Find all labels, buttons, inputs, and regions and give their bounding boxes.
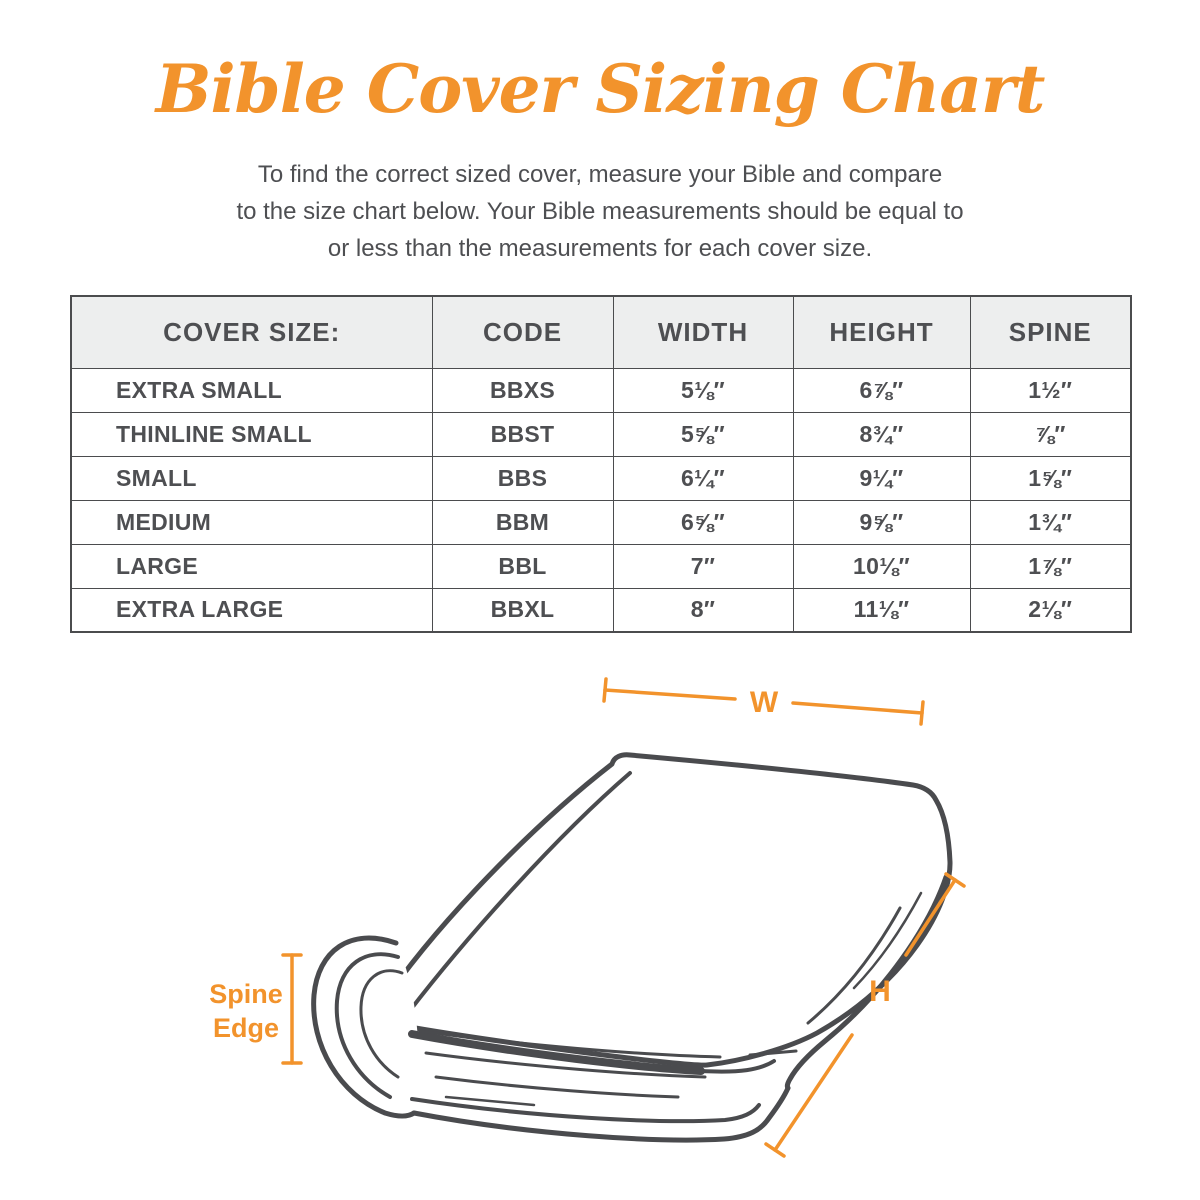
cover-size-cell: SMALL bbox=[71, 456, 432, 500]
header-spine: SPINE bbox=[970, 296, 1131, 368]
table-row bbox=[71, 456, 1131, 500]
header-code: CODE bbox=[432, 296, 613, 368]
cover-size-cell: MEDIUM bbox=[71, 500, 432, 544]
spine-cell: 1¾″ bbox=[970, 500, 1131, 544]
height-label: H bbox=[869, 975, 891, 1008]
header-cover-size: COVER SIZE: bbox=[71, 296, 432, 368]
svg-text:Spine: Spine bbox=[209, 979, 283, 1009]
height-cell: 10⅛″ bbox=[793, 544, 970, 588]
intro-line-3: or less than the measurements for each cover size. bbox=[327, 235, 873, 262]
spine-cell: ⅞″ bbox=[970, 412, 1131, 456]
code-cell: BBM bbox=[432, 500, 613, 544]
table-row bbox=[71, 544, 1131, 588]
size-table-container bbox=[70, 295, 1132, 633]
intro-text bbox=[0, 156, 1200, 267]
code-cell: BBS bbox=[432, 456, 613, 500]
page-title: Bible Cover Sizing Chart bbox=[155, 50, 1045, 128]
header-width: WIDTH bbox=[613, 296, 793, 368]
spine-cell: 2⅛″ bbox=[970, 588, 1131, 632]
cover-size-cell: EXTRA SMALL bbox=[71, 368, 432, 412]
code-cell: BBST bbox=[432, 412, 613, 456]
spine-edge-bar bbox=[283, 955, 301, 1063]
spine-cell: 1⅞″ bbox=[970, 544, 1131, 588]
svg-text:Edge: Edge bbox=[212, 1013, 280, 1043]
spine-cell: 1½″ bbox=[970, 368, 1131, 412]
code-cell: BBXS bbox=[432, 368, 613, 412]
cover-size-cell: LARGE bbox=[71, 544, 432, 588]
book-top-cover bbox=[378, 755, 950, 1065]
height-cell: 8¾″ bbox=[793, 412, 970, 456]
height-cell: 9⅝″ bbox=[793, 500, 970, 544]
size-table bbox=[70, 295, 1132, 633]
page-block-bottom bbox=[412, 1099, 759, 1121]
width-cell: 6¼″ bbox=[613, 456, 793, 500]
table-row bbox=[71, 500, 1131, 544]
header-height: HEIGHT bbox=[793, 296, 970, 368]
intro-line-1: To find the correct sized cover, measure your Bible and compare bbox=[257, 161, 943, 188]
cover-size-cell: EXTRA LARGE bbox=[71, 588, 432, 632]
intro-line-2: to the size chart below. Your Bible measurements should be equal to bbox=[236, 198, 964, 225]
width-cell: 7″ bbox=[613, 544, 793, 588]
cover-size-cell: THINLINE SMALL bbox=[71, 412, 432, 456]
width-cell: 5⅛″ bbox=[613, 368, 793, 412]
header-row bbox=[71, 296, 1131, 368]
height-cell: 6⅞″ bbox=[793, 368, 970, 412]
width-cell: 6⅝″ bbox=[613, 500, 793, 544]
height-cell: 9¼″ bbox=[793, 456, 970, 500]
height-cell: 11⅛″ bbox=[793, 588, 970, 632]
width-cell: 8″ bbox=[613, 588, 793, 632]
spine-edge-label bbox=[209, 979, 283, 1043]
code-cell: BBL bbox=[432, 544, 613, 588]
code-cell: BBXL bbox=[432, 588, 613, 632]
table-row bbox=[71, 412, 1131, 456]
size-table-header bbox=[71, 296, 1131, 368]
spine-cell: 1⅝″ bbox=[970, 456, 1131, 500]
book-spine bbox=[314, 938, 419, 1116]
bottom-cover-rim bbox=[414, 1088, 788, 1140]
size-table-body bbox=[71, 368, 1131, 632]
width-cell: 5⅝″ bbox=[613, 412, 793, 456]
book-illustration bbox=[200, 665, 980, 1200]
book-diagram bbox=[200, 665, 980, 1200]
table-row bbox=[71, 588, 1131, 632]
table-row bbox=[71, 368, 1131, 412]
width-label: W bbox=[749, 686, 779, 719]
